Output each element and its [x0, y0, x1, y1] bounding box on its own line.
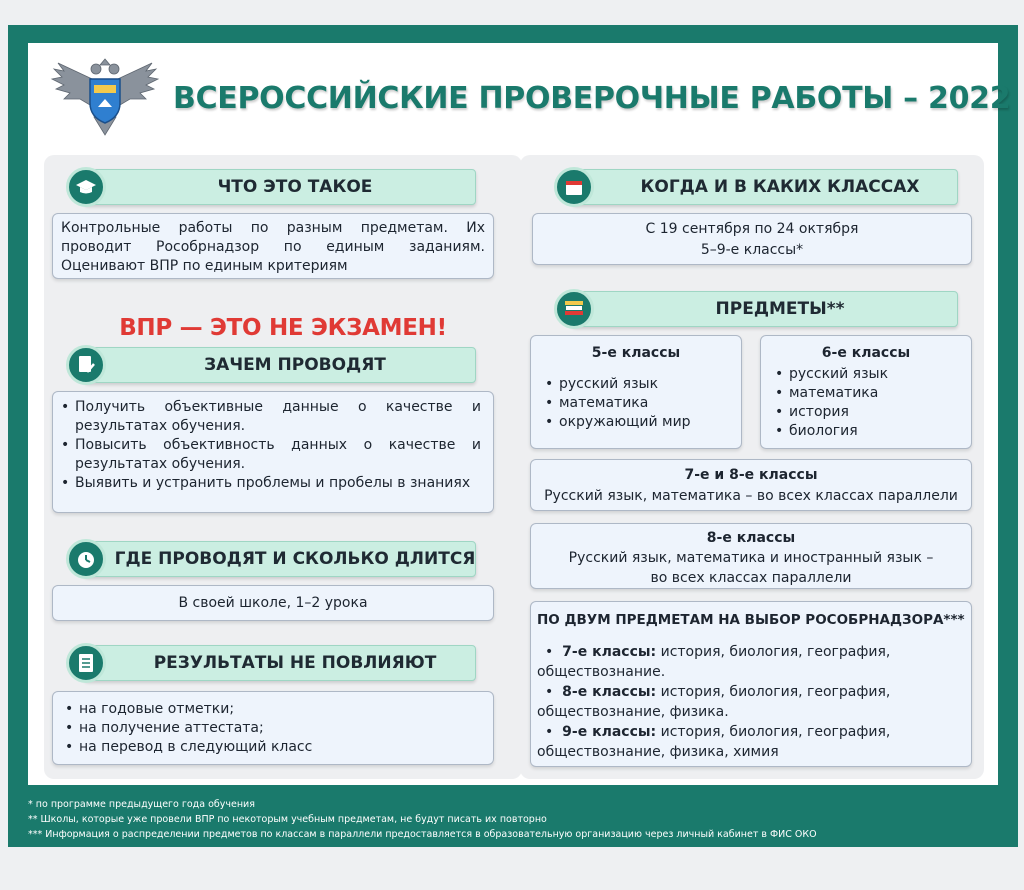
choice-subjects-cont: обществознание, физика.	[537, 704, 729, 720]
choice-subjects-cont: обществознание, физика, химия	[537, 744, 779, 760]
what-description: Контрольные работы по разным предметам. Их проводит Рособрнадзор по единым заданиям. Оценивают ВПР по единым критериям	[52, 213, 494, 279]
grade-title: 6-е классы	[821, 345, 911, 361]
list-item: • Выявить и устранить проблемы и пробелы в знаниях	[59, 474, 481, 493]
section-header-results	[84, 645, 476, 681]
section-heading: КОГДА И В КАКИХ КЛАССАХ	[640, 177, 920, 197]
section-heading: ГДЕ ПРОВОДЯТ И СКОЛЬКО ДЛИТСЯ	[114, 549, 476, 569]
list-item: • история	[773, 403, 959, 422]
list-item: • Получить объективные данные о качестве и результатах обучения.	[59, 398, 481, 436]
section-heading: ЗАЧЕМ ПРОВОДЯТ	[204, 355, 386, 375]
dates-text: С 19 сентября по 24 октября	[645, 221, 859, 237]
not-exam-banner: ВПР — ЭТО НЕ ЭКЗАМЕН!	[119, 315, 447, 341]
grade-text: Русский язык, математика и иностранный язык –	[568, 550, 934, 566]
document-check-icon	[66, 345, 106, 385]
choice-title: ПО ДВУМ ПРЕДМЕТАМ НА ВЫБОР РОСОБРНАДЗОРА***	[537, 612, 965, 628]
page-title: ВСЕРОССИЙСКИЕ ПРОВЕРОЧНЫЕ РАБОТЫ – 2022	[173, 81, 1011, 116]
poster	[8, 25, 1018, 847]
choice-grade: 7-е классы:	[562, 644, 657, 660]
list-item: • математика	[773, 384, 959, 403]
list-item: • на перевод в следующий класс	[63, 738, 483, 757]
section-heading: ЧТО ЭТО ТАКОЕ	[217, 177, 373, 197]
choice-subjects: история, биология, география,	[660, 724, 891, 740]
where-description: В своей школе, 1–2 урока	[52, 585, 494, 621]
section-header-where	[84, 541, 476, 577]
choice-item: • 8-е классы: история, биология, география, обществознание, физика.	[537, 682, 965, 722]
footnotes	[28, 797, 817, 842]
list-item: • на получение аттестата;	[63, 719, 483, 738]
why-list	[52, 391, 494, 513]
list-item: • русский язык	[773, 365, 959, 384]
choice-grade: 9-е классы:	[562, 724, 657, 740]
section-header-why	[84, 347, 476, 383]
footnote: * по программе предыдущего года обучения	[28, 799, 255, 810]
list-item: • на годовые отметки;	[63, 700, 483, 719]
grade-text: Русский язык, математика – во всех классах параллели	[544, 488, 958, 504]
choice-grade: 8-е классы:	[562, 684, 657, 700]
left-column	[44, 155, 522, 779]
grade5-box	[530, 335, 742, 449]
choice-box	[530, 601, 972, 767]
results-list	[52, 691, 494, 765]
list-item: • математика	[543, 394, 729, 413]
grade6-box	[760, 335, 972, 449]
choice-subjects-cont: обществознание.	[537, 664, 666, 680]
section-header-what	[84, 169, 476, 205]
list-item: • биология	[773, 422, 959, 441]
section-header-subjects	[572, 291, 958, 327]
grade-text: во всех классах параллели	[650, 570, 852, 586]
footnote: *** Информация о распределении предметов по классам в параллели предоставляется в образовательную организацию через личный кабинет в ФИС ОКО	[28, 829, 817, 840]
section-heading: РЕЗУЛЬТАТЫ НЕ ПОВЛИЯЮТ	[153, 653, 437, 673]
footnote: ** Школы, которые уже провели ВПР по некоторым учебным предметам, не будут писать их повторно	[28, 814, 547, 825]
section-header-when	[572, 169, 958, 205]
grade-title: 8-е классы	[706, 530, 796, 546]
right-column	[520, 155, 984, 779]
section-heading: ПРЕДМЕТЫ**	[715, 299, 845, 319]
choice-subjects: история, биология, география,	[660, 644, 891, 660]
grade8-box	[530, 523, 972, 589]
books-icon	[554, 289, 594, 329]
list-item: • окружающий мир	[543, 413, 729, 432]
eagle-emblem-icon	[50, 55, 160, 137]
grade-title: 5-е классы	[591, 345, 681, 361]
clock-icon	[66, 539, 106, 579]
graduation-cap-icon	[66, 167, 106, 207]
checklist-icon	[66, 643, 106, 683]
when-box	[532, 213, 972, 265]
list-item: • русский язык	[543, 375, 729, 394]
grade78-box	[530, 459, 972, 511]
choice-item: • 7-е классы: история, биология, география, обществознание.	[537, 642, 965, 682]
grades-text: 5–9-е классы*	[700, 242, 804, 258]
calendar-icon	[554, 167, 594, 207]
poster-content	[28, 43, 1011, 785]
choice-subjects: история, биология, география,	[660, 684, 891, 700]
grade-title: 7-е и 8-е классы	[684, 467, 818, 483]
list-item: • Повысить объективность данных о качестве и результатах обучения.	[59, 436, 481, 474]
choice-item: • 9-е классы: история, биология, география, обществознание, физика, химия	[537, 722, 965, 762]
